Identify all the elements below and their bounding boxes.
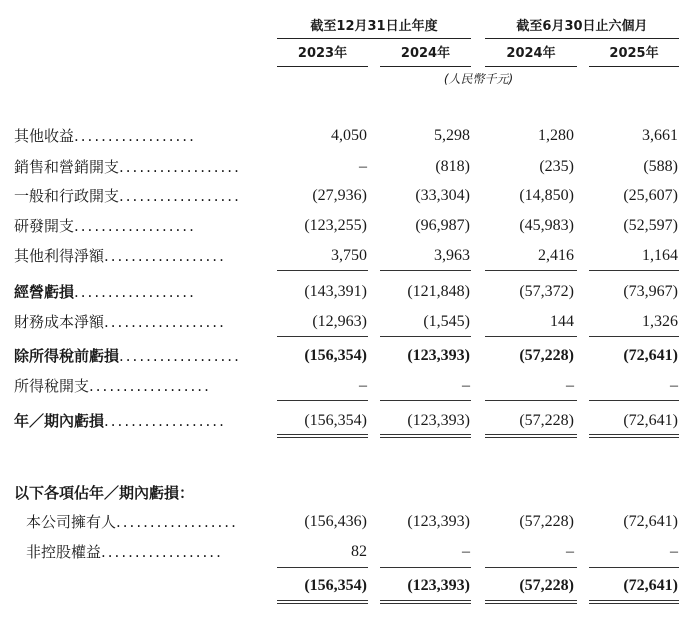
table-row <box>0 184 699 208</box>
row-label: 財務成本淨額.................. <box>14 313 226 331</box>
cell-value: (33,304) <box>415 187 470 204</box>
subtotal-rule <box>589 270 679 271</box>
cell-value: – <box>359 158 367 175</box>
table-row <box>0 244 699 268</box>
cell-value: (57,228) <box>519 347 574 364</box>
subtotal-rule <box>380 400 471 401</box>
cell-value: 144 <box>550 313 574 330</box>
row-label: 其他收益.................. <box>14 127 196 145</box>
cell-value: (156,354) <box>304 412 367 429</box>
cell-value: (123,393) <box>407 513 470 530</box>
cell-value: (121,848) <box>407 283 470 300</box>
cell-value: (72,641) <box>623 513 678 530</box>
cell-value: (123,393) <box>407 347 470 364</box>
cell-value: (72,641) <box>623 347 678 364</box>
row-label: 研發開支.................. <box>14 217 196 235</box>
row-label: 年／期內虧損.................. <box>14 412 226 430</box>
cell-value: (57,372) <box>519 283 574 300</box>
cell-value: – <box>670 543 678 560</box>
cell-value: (123,393) <box>407 577 470 594</box>
cell-value: (57,228) <box>519 513 574 530</box>
table-row <box>0 214 699 238</box>
table-row <box>0 409 699 433</box>
cell-value: 3,661 <box>642 127 678 144</box>
cell-value: 1,326 <box>642 313 678 330</box>
year-header-2025-interim: 2025年 <box>609 46 659 61</box>
cell-value: 3,750 <box>331 247 367 264</box>
header-group-rule <box>485 38 679 39</box>
cell-value: – <box>670 377 678 394</box>
subtotal-rule <box>485 270 577 271</box>
total-row <box>0 574 699 598</box>
table-row <box>0 540 699 564</box>
cell-value: 82 <box>351 543 367 560</box>
cell-value: (72,641) <box>623 577 678 594</box>
cell-value: (235) <box>539 158 574 175</box>
subtotal-rule <box>380 336 471 337</box>
year-header-rule <box>380 66 471 67</box>
cell-value: – <box>462 377 470 394</box>
row-label: 一般和行政開支.................. <box>14 187 241 205</box>
total-double-rule <box>589 434 679 438</box>
attribution-heading-row <box>0 481 699 505</box>
table-row <box>0 280 699 304</box>
cell-value: (156,354) <box>304 347 367 364</box>
cell-value: 5,298 <box>434 127 470 144</box>
cell-value: 1,164 <box>642 247 678 264</box>
cell-value: (57,228) <box>519 577 574 594</box>
subtotal-rule <box>380 567 471 568</box>
year-header-rule <box>485 66 577 67</box>
subtotal-rule <box>485 567 577 568</box>
cell-value: – <box>359 377 367 394</box>
cell-value: (156,354) <box>304 577 367 594</box>
cell-value: 3,963 <box>434 247 470 264</box>
cell-value: (588) <box>643 158 678 175</box>
table-row <box>0 344 699 368</box>
cell-value: (156,436) <box>304 513 367 530</box>
cell-value: – <box>462 543 470 560</box>
subtotal-rule <box>589 400 679 401</box>
cell-value: (12,963) <box>312 313 367 330</box>
cell-value: (96,987) <box>415 217 470 234</box>
table-row <box>0 155 699 179</box>
subtotal-rule <box>380 270 471 271</box>
total-double-rule <box>589 600 679 604</box>
header-group-six-months: 截至6月30日止六個月 <box>516 19 648 34</box>
year-header-rule <box>589 66 679 67</box>
row-label: 非控股權益.................. <box>26 543 223 561</box>
cell-value: (14,850) <box>519 187 574 204</box>
cell-value: (73,967) <box>623 283 678 300</box>
cell-value: (123,393) <box>407 412 470 429</box>
row-label: 其他利得淨額.................. <box>14 247 226 265</box>
cell-value: – <box>566 377 574 394</box>
cell-value: 2,416 <box>538 247 574 264</box>
subtotal-rule <box>589 336 679 337</box>
header-group-rule <box>277 38 471 39</box>
cell-value: (27,936) <box>312 187 367 204</box>
row-label: 所得稅開支.................. <box>14 377 211 395</box>
cell-value: (143,391) <box>304 283 367 300</box>
attribution-heading: 以下各項佔年／期內虧損： <box>14 484 195 502</box>
year-header-rule <box>277 66 368 67</box>
subtotal-rule <box>485 400 577 401</box>
currency-unit-note: (人民幣千元) <box>443 72 514 86</box>
cell-value: (25,607) <box>623 187 678 204</box>
cell-value: (45,983) <box>519 217 574 234</box>
table-row <box>0 510 699 534</box>
table-row <box>0 310 699 334</box>
cell-value: (57,228) <box>519 412 574 429</box>
year-header-2023: 2023年 <box>297 46 348 61</box>
subtotal-rule <box>277 336 368 337</box>
table-row <box>0 124 699 148</box>
row-label: 銷售和營銷開支.................. <box>14 158 241 176</box>
year-header-2024-interim: 2024年 <box>506 46 556 61</box>
cell-value: (123,255) <box>304 217 367 234</box>
row-label: 除所得稅前虧損.................. <box>14 347 241 365</box>
subtotal-rule <box>589 567 679 568</box>
year-header-2024: 2024年 <box>400 46 451 61</box>
total-double-rule <box>277 434 368 438</box>
total-double-rule <box>485 434 577 438</box>
total-double-rule <box>485 600 577 604</box>
cell-value: 4,050 <box>331 127 367 144</box>
cell-value: 1,280 <box>538 127 574 144</box>
total-double-rule <box>380 600 471 604</box>
total-double-rule <box>380 434 471 438</box>
total-double-rule <box>277 600 368 604</box>
cell-value: (52,597) <box>623 217 678 234</box>
subtotal-rule <box>485 336 577 337</box>
header-group-year-end: 截至12月31日止年度 <box>310 19 438 34</box>
cell-value: (72,641) <box>623 412 678 429</box>
row-label: 經營虧損.................. <box>14 283 196 301</box>
subtotal-rule <box>277 400 368 401</box>
cell-value: (1,545) <box>423 313 470 330</box>
cell-value: – <box>566 543 574 560</box>
cell-value: (818) <box>435 158 470 175</box>
subtotal-rule <box>277 567 368 568</box>
table-row <box>0 374 699 398</box>
row-label: 本公司擁有人.................. <box>26 513 238 531</box>
subtotal-rule <box>277 270 368 271</box>
